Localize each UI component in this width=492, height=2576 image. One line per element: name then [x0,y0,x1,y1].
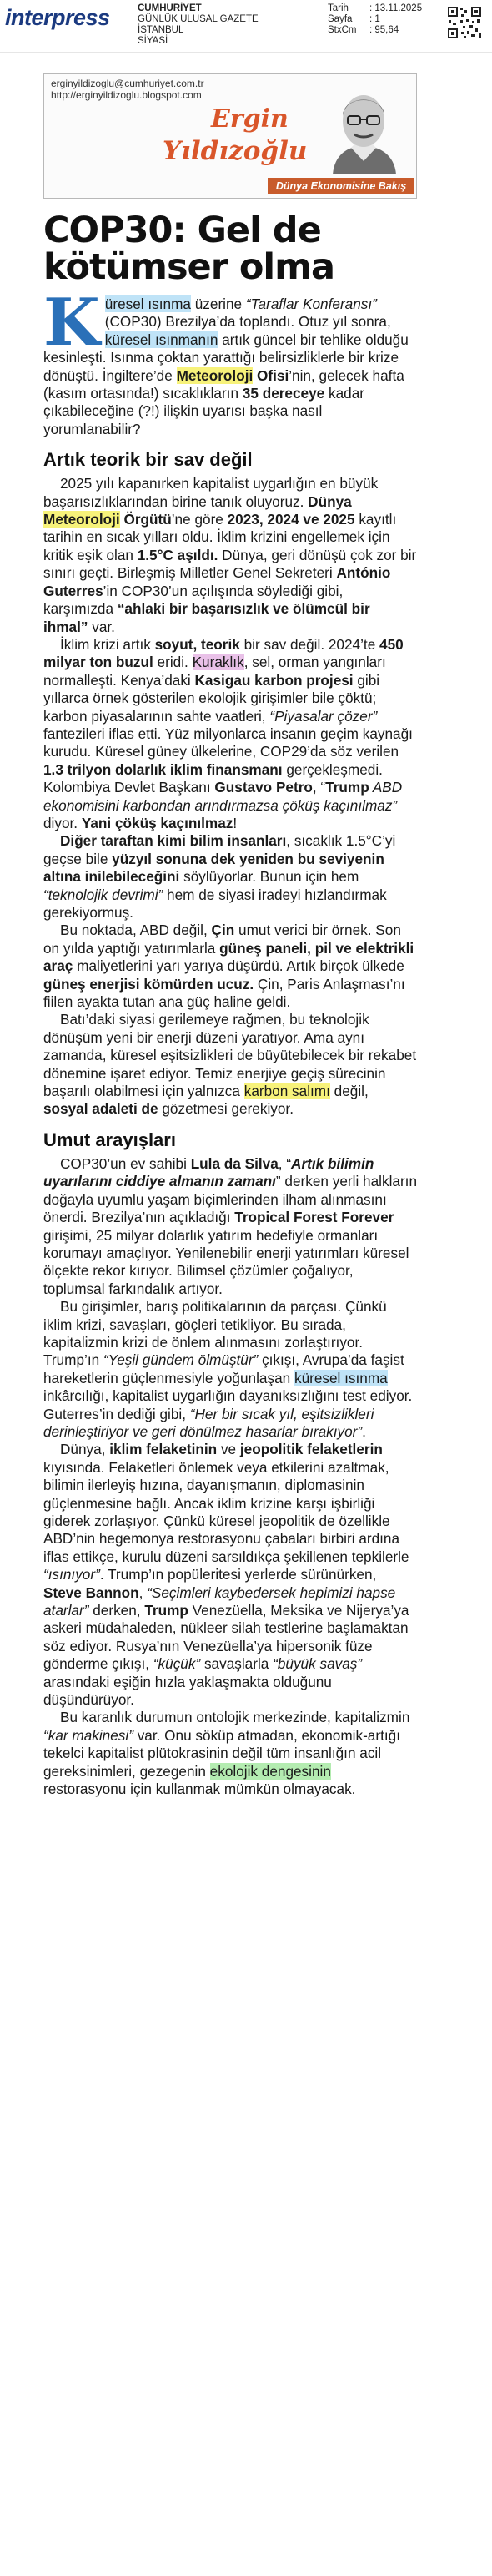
author-banner [43,73,417,199]
author-last-name: Yıldızoğlu [163,136,308,166]
paragraph: Bu noktada, ABD değil, Çin umut verici bir örnek. Son on yılda yaptığı yatırımlarla güneş paneli, pil ve elektrikli araç maliyetlerini yarı yarıya düşürdü. Artık birçok ülkede güneş enerjisi kömürden ucuz. Çin, Paris Anlaşması’nı fiilen ayakta tutan ana güç haline geldi. [43,922,414,1011]
paragraph: Dünya, iklim felaketinin ve jeopolitik felaketlerin kıyısında. Felaketleri önlemek veya etkilerini azaltmak, bilimin ilerleyiş hızına, dayanışmanın, diplomasinin güçlenmesine bağlı. Ancak iklim krizine karşı işbirliği giderek zorlaşıyor. Çünkü küresel jeopolitik de özellikle ABD’nin hegemonya restorasyonu çabaları birbiri ardına iflas ettikçe, kurulu düzeni sarsıldıkça şekillenen tepkilerle “ısınıyor”. Trump’ın popüleritesi yerlerde sürünürken, Steve Bannon, “Seçimleri kaybedersek hepimizi hapse atarlar” derken, Trump Venezüella, Meksika ve Nijerya’ya askeri müdahaleden, nükleer silah testlerine başlamaktan söz ediyor. Rusya’nın Venezüella’ya hipersonik füze gönderme çıkışı, “küçük” savaşlarla “büyük savaş” arasındaki eşiğin hızla yaklaşmakta olduğunu düşündürüyor. [43,1441,409,1709]
paragraph: Diğer taraftan kimi bilim insanları, sıcaklık 1.5°C’yi geçse bile yüzyıl sonuna dek yeniden bu seviyenin altına inilebileceğini söylüyorlar. Bunun için hem “teknolojik devrimi” hem de siyasi iradeyi hızlandırmak gerekiyormuş. [43,832,396,921]
area-label: StxCm [328,25,357,35]
interpress-logo: interpress [5,5,110,30]
paragraph: 2025 yılı kapanırken kapitalist uygarlığın en büyük başarısızlıklarından birine tanık oluyoruz. Dünya Meteoroloji Örgütü’ne göre 2023, 2024 ve 2025 kayıtlı tarihin en sıcak yılları oldu. İklim krizini engellemek için kritik eşik olan 1.5°C aşıldı. Dünya, geri dönüşü çok zor bir sınırı geçti. Birleşmiş Milletler Genel Sekreteri António Guterres’in COP30’un açılışında söylediği gibi, karşımızda “ahlaki bir başarısızlık ve ölümcül bir ihmal” var. [43,475,417,635]
paragraph: Bu karanlık durumun ontolojik merkezinde, kapitalizmin “kar makinesi” var. Onu söküp atmadan, ekonomik-artığı tekelci kapitalist plütokrasinin değil tüm insanlığın acil gereksinimleri, gezegenin ekolojik dengesinin restorasyonu için kullanmak mümkün olmayacak. [43,1709,410,1798]
article-body [43,285,418,1799]
publication-type: GÜNLÜK ULUSAL GAZETE [138,14,259,24]
subheading: Umut arayışları [43,1129,176,1150]
publication-city: İSTANBUL [138,25,184,35]
page-value: : 1 [369,14,380,24]
date-value: : 13.11.2025 [369,3,423,13]
clipping-meta [328,3,422,36]
publication-info [138,3,259,47]
paragraph: COP30’un ev sahibi Lula da Silva, “Artık bilimin uyarılarını ciddiye almanın zamanı” derken yerli halkların doğayla uyumlu yaşam biçimlerinden ilham alınmasını önerdi. Brezilya’nın açıkladığı Tropical Forest Forever girişimi, 25 milyar dolarlık yatırım hedefiyle ormanları korumayı amaçlıyor. Yenilenebilir enerji yatırımları küresel ölçekte rekor kırıyor. Bilimsel çözümler çoğalıyor, toplumsal farkındalık artıyor. [43,1154,418,1297]
publication-name: CUMHURİYET [138,3,202,13]
page-label: Sayfa [328,14,353,24]
clipping-header [0,0,492,53]
paragraph: Bu girişimler, barış politikalarının da parçası. Çünkü iklim krizi, savaşları, göçleri tetikliyor. Bu sırada, kapitalizmin krizi de önlem alınmasını zorlaştırıyor. Trump’ın “Yeşil gündem ölmüştür” çıkışı, Avrupa’da faşist hareketlerin güçlenmesiyle yoğunlaşan küresel ısınma inkârcılığı, kapitalist uygarlığın dayanıksızlığını test ediyor. Guterres’in dediği gibi, “Her bir sıcak yıl, eşitsizlikleri derinleştiriyor ve geri dönülmez hasarlar bırakıyor”. [43,1298,413,1440]
paragraph: Batı’daki siyasi gerilemeye rağmen, bu teknolojik dönüşüm yeni bir enerji düzeni yaratıyor. Ama aynı zamanda, küresel eşitsizlikleri de büyütebilecek bir rekabet dönemine işaret ediyor. Temiz enerjiye geçiş sürecinin başarılı olabilmesi için yalnızca karbon salımı değil, sosyal adaleti de gözetmesi gerekiyor. [43,1011,417,1118]
drop-cap: K [43,285,100,361]
publication-section: SİYASİ [138,36,168,46]
date-label: Tarih [328,3,349,13]
paragraph: Küresel ısınma üzerine “Taraflar Konferansı” (COP30) Brezilya’da toplandı. Otuz yıl sonra, küresel ısınmanın artık güncel bir tehlike olduğu kesinleşti. Isınma çoktan yarattığı belirsizliklerle bir krize dönüştü. İngiltere’de Meteoroloji Ofisi’nin, gelecek hafta (kasım ortasında!) sıcaklıkların 35 dereceye kadar çıkabileceğine (?!) ilişkin uyarısı başka nasıl yorumlanabilir? [43,285,409,437]
paragraph: İklim krizi artık soyut, teorik bir sav değil. 2024’te 450 milyar ton buzul eridi. Kuraklık, sel, orman yangınları normalleşti. Kenya’daki Kasigau karbon projesi gibi yıllarca örnek gösterilen ekolojik girişimler bile çöktü; karbon piyasalarının sahte vaatleri, “Piyasalar çözer” fantezileri iflas etti. Yüz milyonlarca insanın geçim kaynağı kurudu. Küresel güney ülkelerine, COP29’da söz verilen 1.3 trilyon dolarlık iklim finansmanı gerçekleşmedi. Kolombiya Devlet Başkanı Gustavo Petro, “Trump ABD ekonomisini karbondan arındırmazsa çöküş kaçınılmaz” diyor. Yani çöküş kaçınılmaz! [43,635,413,831]
author-blog: http://erginyildizoglu.blogspot.com [51,89,202,101]
author-first-name: Ergin [211,104,289,134]
subheading: Artık teorik bir sav değil [43,449,253,471]
author-portrait [318,78,409,174]
column-name: Dünya Ekonomisine Bakış [268,178,414,194]
headline: COP30: Gel de kötümser olma [43,210,334,288]
article-column [43,73,417,1799]
qr-code-icon [446,5,483,40]
area-value: : 95,64 [369,25,399,35]
author-email: erginyildizoglu@cumhuriyet.com.tr [51,78,204,89]
